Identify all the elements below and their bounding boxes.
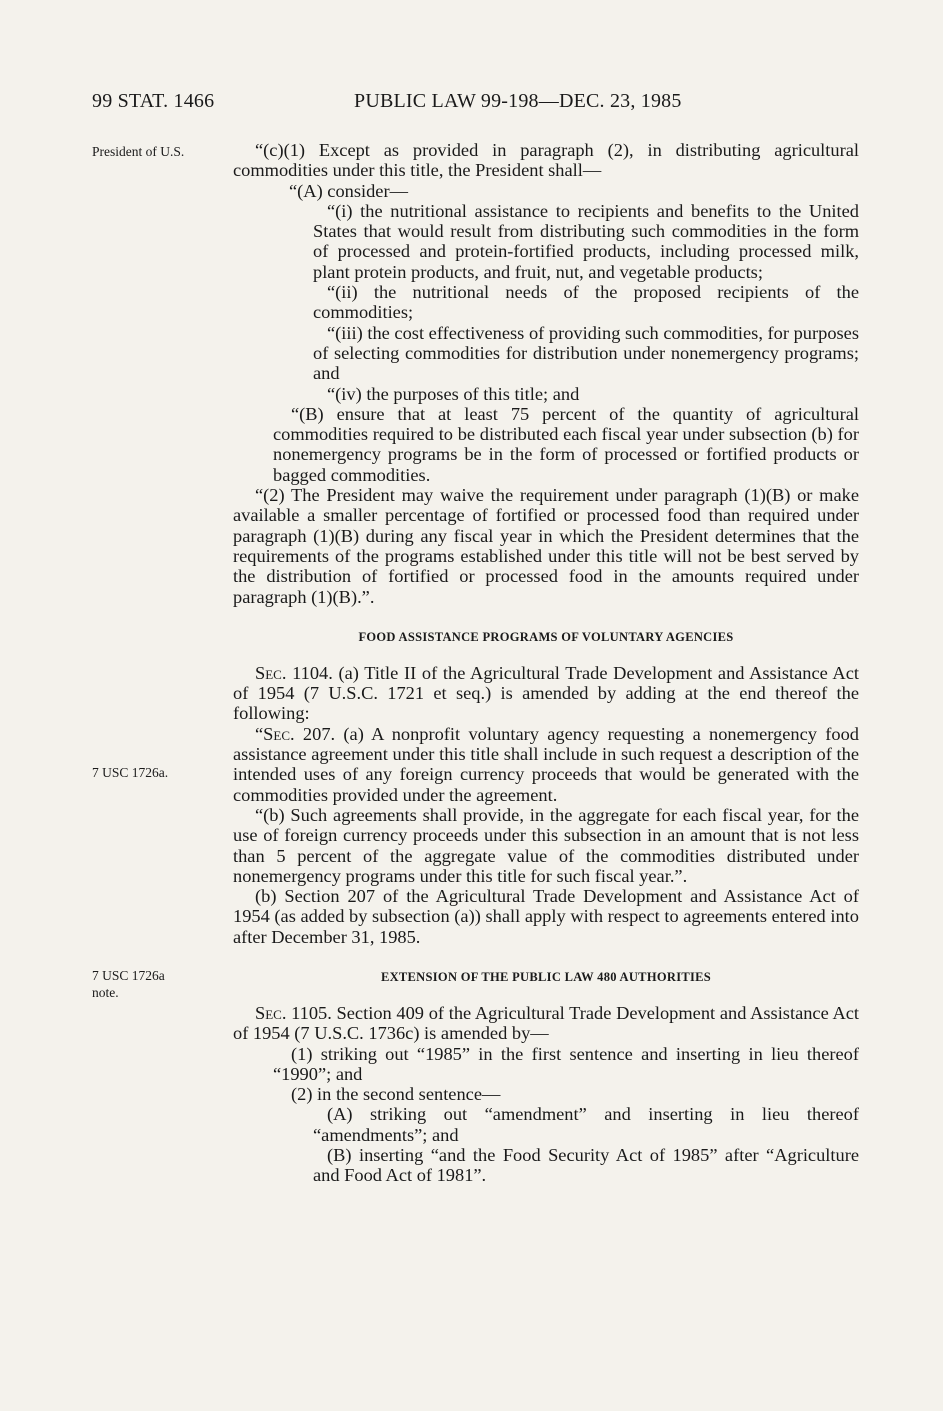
section-heading-1104: FOOD ASSISTANCE PROGRAMS OF VOLUNTARY AGENCIES — [358, 629, 734, 644]
margin-note-line: 7 USC 1726a — [92, 968, 165, 983]
clause-iii: “(iii) the cost effectiveness of providing such commodities, for purposes of selecting commodities for distribution under nonemergency programs; and — [313, 322, 859, 384]
statute-body — [233, 140, 859, 1186]
paragraph-c2: “(2) The President may waive the requirement under paragraph (1)(B) or make available a smaller percentage of fortified or processed food than required under paragraph (1)(B) during any fiscal year in which the President determines that the requirements of the programs established under this title will not be best served by the distribution of fortified or processed food in the amounts required under paragraph (1)(B).”. — [233, 485, 859, 607]
paragraph-c1: “(c)(1) Except as provided in paragraph (2), in distributing agricultural commodities under this title, the President shall— — [233, 140, 859, 181]
paragraph-c1-b: “(B) ensure that at least 75 percent of the quantity of agricultural commodities required to be distributed each fiscal year under subsection (b) for nonemergency programs be in the form of processed or fortified products or bagged commodities. — [273, 403, 859, 485]
section-1105-intro — [233, 1003, 859, 1044]
margin-note-president: President of U.S. — [92, 144, 185, 159]
clause-iv: “(iv) the purposes of this title; and — [327, 383, 580, 404]
section-207-b: “(b) Such agreements shall provide, in the aggregate for each fiscal year, for the use of foreign currency proceeds under this subsection in an amount that is not less than 5 percent of the aggregate value of the commodities distributed under nonemergency programs under this title for such fiscal year.”. — [233, 804, 859, 886]
section-1104-intro — [233, 663, 859, 724]
margin-note-usc-1726a: 7 USC 1726a. — [92, 765, 169, 780]
section-heading-1105: EXTENSION OF THE PUBLIC LAW 480 AUTHORITIES — [380, 969, 712, 984]
public-law-title: PUBLIC LAW 99-198—DEC. 23, 1985 — [354, 90, 682, 112]
open-quote: “ — [255, 723, 264, 744]
section-1104-b: (b) Section 207 of the Agricultural Trade Development and Assistance Act of 1954 (as added by subsection (a)) shall apply with respect to agreements entered into after December 31, 1985. — [233, 886, 859, 947]
section-1105-p1: (1) striking out “1985” in the first sentence and inserting in lieu thereof “1990”; and — [273, 1043, 859, 1084]
section-207-a — [233, 724, 859, 805]
clause-ii: “(ii) the nutritional needs of the proposed recipients of the commodities; — [313, 282, 859, 323]
clause-i: “(i) the nutritional assistance to recipients and benefits to the United States that would result from distributing such commodities in the form of processed and protein-fortified products, including processed milk, plant protein products, and fruit, nut, and vegetable products; — [313, 200, 859, 282]
section-207-a-text: 207. (a) A nonprofit voluntary agency requesting a nonemergency food assistance agreement under this title shall include in such request a description of the intended uses of any foreign currency proceeds that would be generated with the commodities provided under the agreement. — [233, 723, 859, 805]
section-1105-p2: (2) in the second sentence— — [291, 1084, 501, 1105]
margin-note-usc-1726a-note — [92, 967, 222, 1001]
sec-label: Sec. — [255, 1002, 287, 1023]
sec-label: Sec. — [263, 723, 295, 744]
margin-note-line: note. — [92, 985, 119, 1000]
paragraph-c1-a: “(A) consider— — [289, 180, 408, 201]
section-1105-pa: (A) striking out “amendment” and inserting in lieu thereof “amendments”; and — [313, 1104, 859, 1145]
section-1105-pb: (B) inserting “and the Food Security Act of 1985” after “Agriculture and Food Act of 1981”. — [313, 1145, 859, 1186]
stat-page-number: 99 STAT. 1466 — [92, 90, 215, 112]
section-1104-text: 1104. (a) Title II of the Agricultural Trade Development and Assistance Act of 1954 (7 U.S.C. 1721 et seq.) is amended by adding at the end thereof the following: — [233, 662, 859, 724]
sec-label: Sec. — [255, 662, 287, 683]
section-1105-text: 1105. Section 409 of the Agricultural Trade Development and Assistance Act of 1954 (7 U.S.C. 1736c) is amended by— — [233, 1002, 859, 1044]
